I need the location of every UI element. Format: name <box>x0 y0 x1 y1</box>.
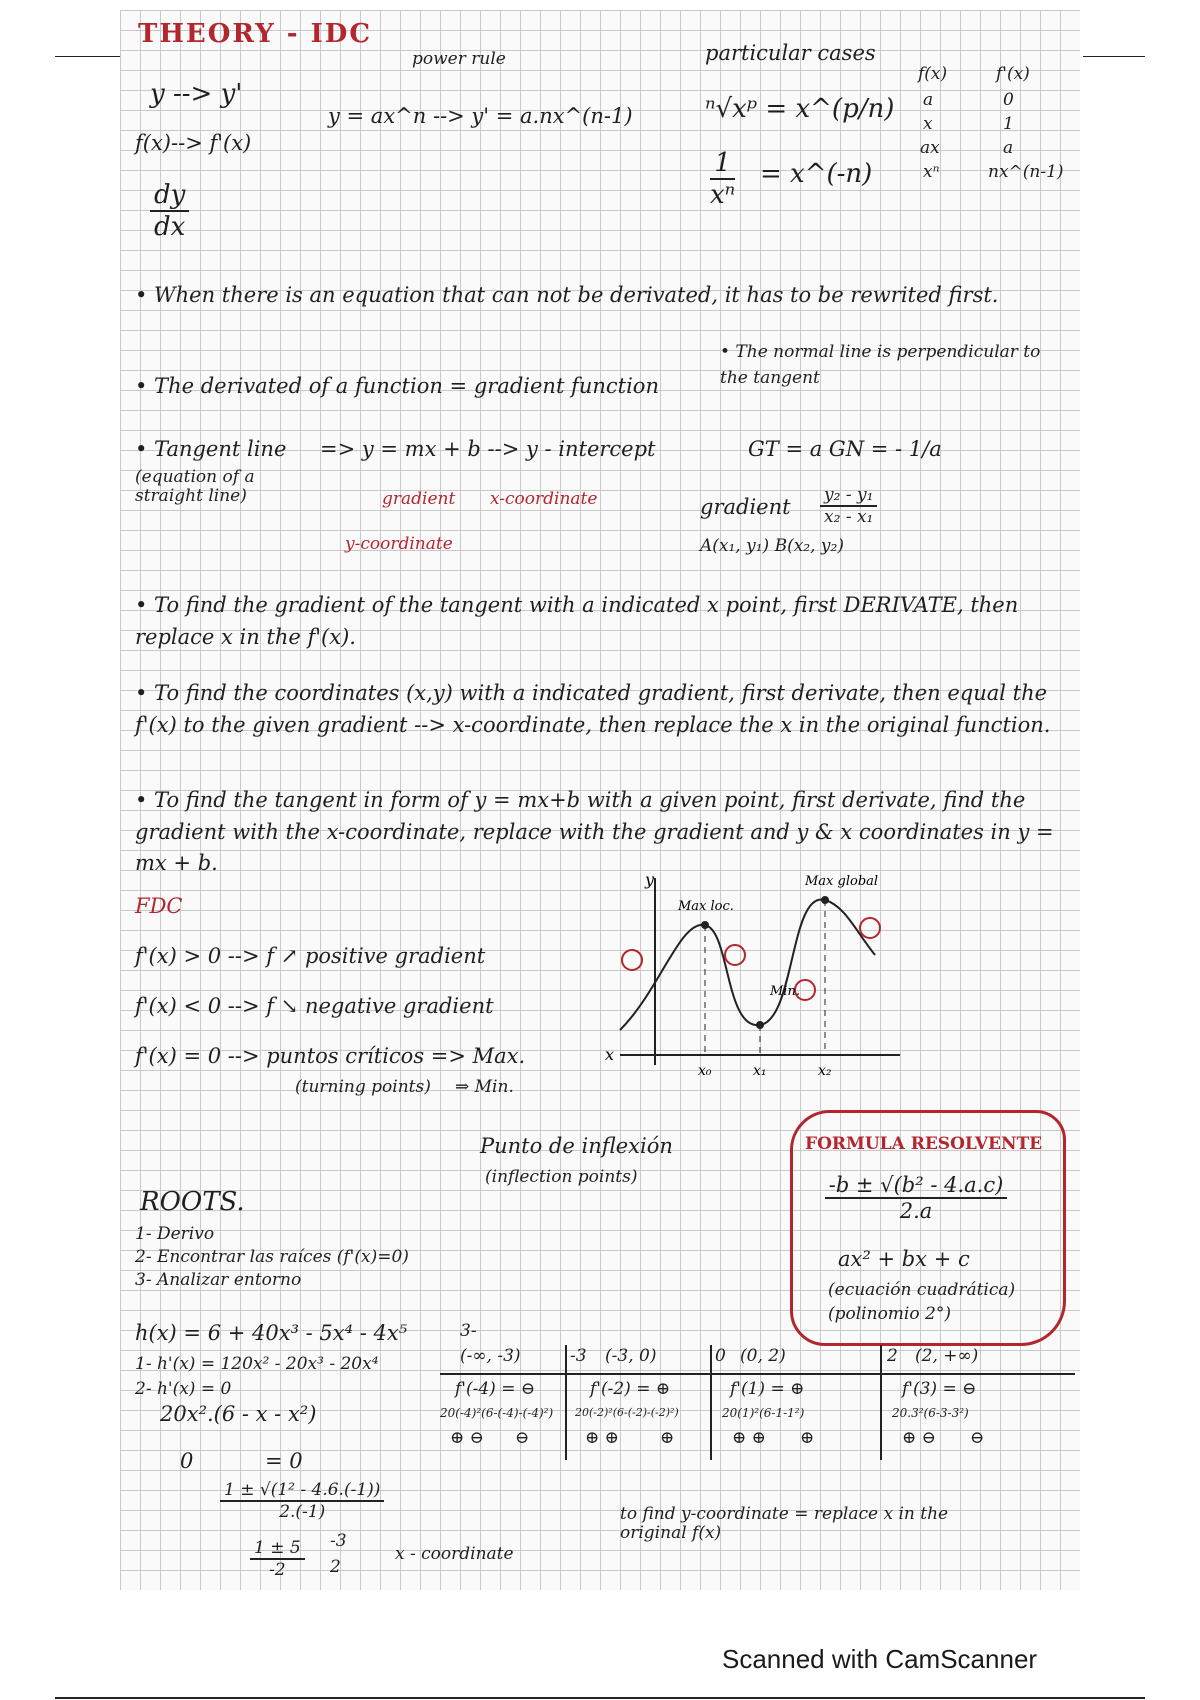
interval-result: ⊖ <box>970 1428 985 1448</box>
quadratic-formula-denominator: 2.a <box>899 1199 933 1223</box>
roots-h2: 2- h'(x) = 0 <box>135 1379 232 1399</box>
fdc-inflection-en: (inflection points) <box>485 1167 638 1187</box>
table-row: nx^(n-1) <box>988 162 1064 182</box>
gradient-numerator: y₂ - y₁ <box>820 485 877 507</box>
fdc-min: ⇒ Min. <box>455 1077 514 1097</box>
roots-h: h(x) = 6 + 40x³ - 5x⁴ - 4x⁵ <box>135 1321 408 1345</box>
roots-step-1: 1- Derivo <box>135 1224 215 1244</box>
gt-gn: GT = a GN = - 1/a <box>748 437 942 461</box>
power-rule-formula: y = ax^n --> y' = a.nx^(n-1) <box>328 104 633 128</box>
graph-negative-marker-2 <box>860 918 880 938</box>
quadratic-desc-1: (ecuación cuadrática) <box>828 1280 1016 1300</box>
fdc-negative: f'(x) < 0 --> f ↘ negative gradient <box>135 994 494 1018</box>
table-row: x <box>923 114 933 134</box>
sign-table-point: -3 <box>570 1346 587 1366</box>
leibniz-dy: dy <box>150 180 189 212</box>
note-derivative-gradient: • The derivated of a function = gradient function <box>135 374 659 398</box>
roots-solution-b: 2 <box>330 1557 341 1577</box>
roots-step-3: 3- Analizar entorno <box>135 1270 302 1290</box>
top-rule-right <box>1083 56 1145 57</box>
note-find-gradient: • To find the gradient of the tangent with a indicated x point, first DERIVATE, then replace x in the f'(x). <box>135 593 1019 649</box>
particular-cases-label: particular cases <box>705 41 876 65</box>
gradient-points: A(x₁, y₁) B(x₂, y₂) <box>700 536 844 556</box>
roots-solution-numerator: 1 ± 5 <box>250 1538 305 1560</box>
roots-step3-label: 3- <box>460 1321 477 1341</box>
roots-h1: 1- h'(x) = 120x² - 20x³ - 20x⁴ <box>135 1354 379 1374</box>
table-head-fpx: f'(x) <box>996 64 1030 84</box>
bottom-rule <box>55 1697 1145 1699</box>
roots-eq0: = 0 <box>265 1449 303 1473</box>
gradient-formula <box>820 485 877 527</box>
roots-title: ROOTS. <box>140 1187 245 1217</box>
scanner-watermark: Scanned with CamScanner <box>722 1644 1038 1674</box>
table-row: ax <box>920 138 940 158</box>
graph-tick-x2: x₂ <box>818 1063 832 1079</box>
reciprocal-numerator: 1 <box>710 148 735 180</box>
fdc-zero: f'(x) = 0 --> puntos críticos => Max. <box>135 1044 526 1068</box>
interval-test: f'(3) = ⊖ <box>902 1379 977 1399</box>
graph-tick-x1: x₁ <box>753 1063 767 1079</box>
interval-test: f'(-4) = ⊖ <box>455 1379 536 1399</box>
roots-factor: 20x².(6 - x - x²) <box>160 1402 317 1426</box>
graph-curve <box>620 899 875 1030</box>
graph-x-label: x <box>605 1045 615 1064</box>
table-head-fx: f(x) <box>918 64 948 84</box>
roots-x-coordinate: x - coordinate <box>395 1544 514 1564</box>
sign-table-point: 0 <box>715 1346 726 1366</box>
table-row: 0 <box>1003 90 1014 110</box>
particular-case-root: ⁿ√xᵖ = x^(p/n) <box>705 94 895 124</box>
sign-table-rule <box>440 1373 1075 1375</box>
table-row: a <box>1003 138 1014 158</box>
fdc-inflection: Punto de inflexión <box>480 1134 673 1158</box>
interval-signs: ⊕ ⊕ <box>585 1428 619 1448</box>
gradient-denominator: x₂ - x₁ <box>824 507 874 527</box>
note-find-tangent: • To find the tangent in form of y = mx+b with a given point, first derivate, find the gradient with the x-coordinate, replace with the gradient and y & x coordinates in y = mx + b. <box>135 788 1054 875</box>
roots-solution <box>250 1538 305 1580</box>
roots-quadratic <box>220 1480 384 1522</box>
graph-max-local-label: Max loc. <box>678 899 734 914</box>
fdc-turning-points: (turning points) <box>295 1077 431 1097</box>
table-row: 1 <box>1003 114 1014 134</box>
leibniz-dx: dx <box>154 212 186 242</box>
note-rewrite: • When there is an equation that can not be derivated, it has to be rewrited first. <box>135 283 999 307</box>
reciprocal-rhs: = x^(-n) <box>760 159 873 189</box>
tangent-line-label: • Tangent line <box>135 437 287 461</box>
roots-quadratic-numerator: 1 ± √(1² - 4.6.(-1)) <box>220 1480 384 1502</box>
roots-solution-denominator: -2 <box>269 1560 286 1580</box>
notation-y-prime: y --> y' <box>150 79 243 109</box>
quadratic-formula-numerator: -b ± √(b² - 4.a.c) <box>825 1173 1008 1199</box>
interval-result: ⊖ <box>515 1428 530 1448</box>
graph-positive-marker <box>622 950 642 970</box>
graph-negative-marker <box>725 945 745 965</box>
table-row: a <box>923 90 934 110</box>
interval-range: (2, +∞) <box>915 1346 979 1366</box>
interval-range: (-∞, -3) <box>460 1346 521 1366</box>
interval-signs: ⊕ ⊖ <box>902 1428 936 1448</box>
formula-resolvente-title: FORMULA RESOLVENTE <box>805 1134 1043 1154</box>
power-rule-label: power rule <box>412 49 506 69</box>
leibniz-notation <box>150 180 189 242</box>
sign-table-point: 2 <box>887 1346 898 1366</box>
note-normal-line: • The normal line is perpendicular to the tangent <box>720 342 1041 388</box>
roots-quadratic-denominator: 2.(-1) <box>279 1502 326 1522</box>
y-coordinate-label-red: y-coordinate <box>345 534 453 554</box>
particular-case-reciprocal <box>710 148 735 210</box>
sign-table-divider <box>880 1345 882 1460</box>
graph-max-global-point <box>821 896 829 904</box>
quadratic-formula <box>811 1173 1021 1223</box>
sign-table <box>440 1345 1080 1470</box>
tangent-equation: => y = mx + b --> y - intercept <box>320 437 656 461</box>
page-title: THEORY - IDC <box>138 19 373 49</box>
x-coordinate-label-red: x-coordinate <box>490 489 598 509</box>
graph-tick-x0: x₀ <box>698 1063 712 1079</box>
critical-points-graph <box>600 870 920 1079</box>
tangent-line-sub: (equation of a straight line) <box>135 467 255 506</box>
formula-resolvente-box <box>790 1110 1066 1346</box>
graph-min-label: Min. <box>770 984 800 999</box>
graph-max-local-point <box>701 921 709 929</box>
note-find-coordinates: • To find the coordinates (x,y) with a indicated gradient, first derivate, then equal the f'(x) to the given gradient --> x-coordinate, then replace the x in the original function. <box>135 681 1051 737</box>
interval-range: (-3, 0) <box>605 1346 657 1366</box>
interval-test: f'(1) = ⊕ <box>730 1379 805 1399</box>
graph-max-global-label: Max global <box>805 874 879 889</box>
quadratic-desc-2: (polinomio 2°) <box>828 1304 951 1324</box>
fdc-positive: f'(x) > 0 --> f ↗ positive gradient <box>135 944 486 968</box>
roots-find-y: to find y-coordinate = replace x in the original f(x) <box>620 1504 949 1543</box>
notation-f-prime: f(x)--> f'(x) <box>135 131 252 155</box>
interval-signs: ⊕ ⊖ <box>450 1428 484 1448</box>
interval-calc: 20(-2)²(6-(-2)-(-2)²) <box>575 1406 679 1419</box>
notebook-page <box>120 10 1080 1590</box>
interval-result: ⊕ <box>800 1428 815 1448</box>
gradient-formula-label: gradient <box>700 495 791 519</box>
table-row: xⁿ <box>923 162 940 182</box>
interval-calc: 20(1)²(6-1-1²) <box>722 1406 805 1420</box>
interval-result: ⊕ <box>660 1428 675 1448</box>
reciprocal-denominator: xⁿ <box>710 180 736 210</box>
interval-range: (0, 2) <box>740 1346 786 1366</box>
sign-table-divider <box>565 1345 567 1460</box>
fdc-title: FDC <box>135 894 183 918</box>
interval-signs: ⊕ ⊕ <box>732 1428 766 1448</box>
top-rule-left <box>55 56 120 57</box>
roots-solution-a: -3 <box>330 1531 347 1551</box>
quadratic-expression: ax² + bx + c <box>838 1247 970 1271</box>
interval-calc: 20.3²(6-3-3²) <box>892 1406 969 1420</box>
interval-test: f'(-2) = ⊕ <box>590 1379 671 1399</box>
roots-step-2: 2- Encontrar las raíces (f'(x)=0) <box>135 1247 409 1267</box>
sign-table-divider <box>710 1345 712 1460</box>
graph-y-label: y <box>645 870 655 889</box>
roots-zero: 0 <box>180 1449 194 1473</box>
interval-calc: 20(-4)²(6-(-4)-(-4)²) <box>440 1406 554 1420</box>
gradient-label-red: gradient <box>382 489 456 509</box>
graph-min-point <box>756 1021 764 1029</box>
